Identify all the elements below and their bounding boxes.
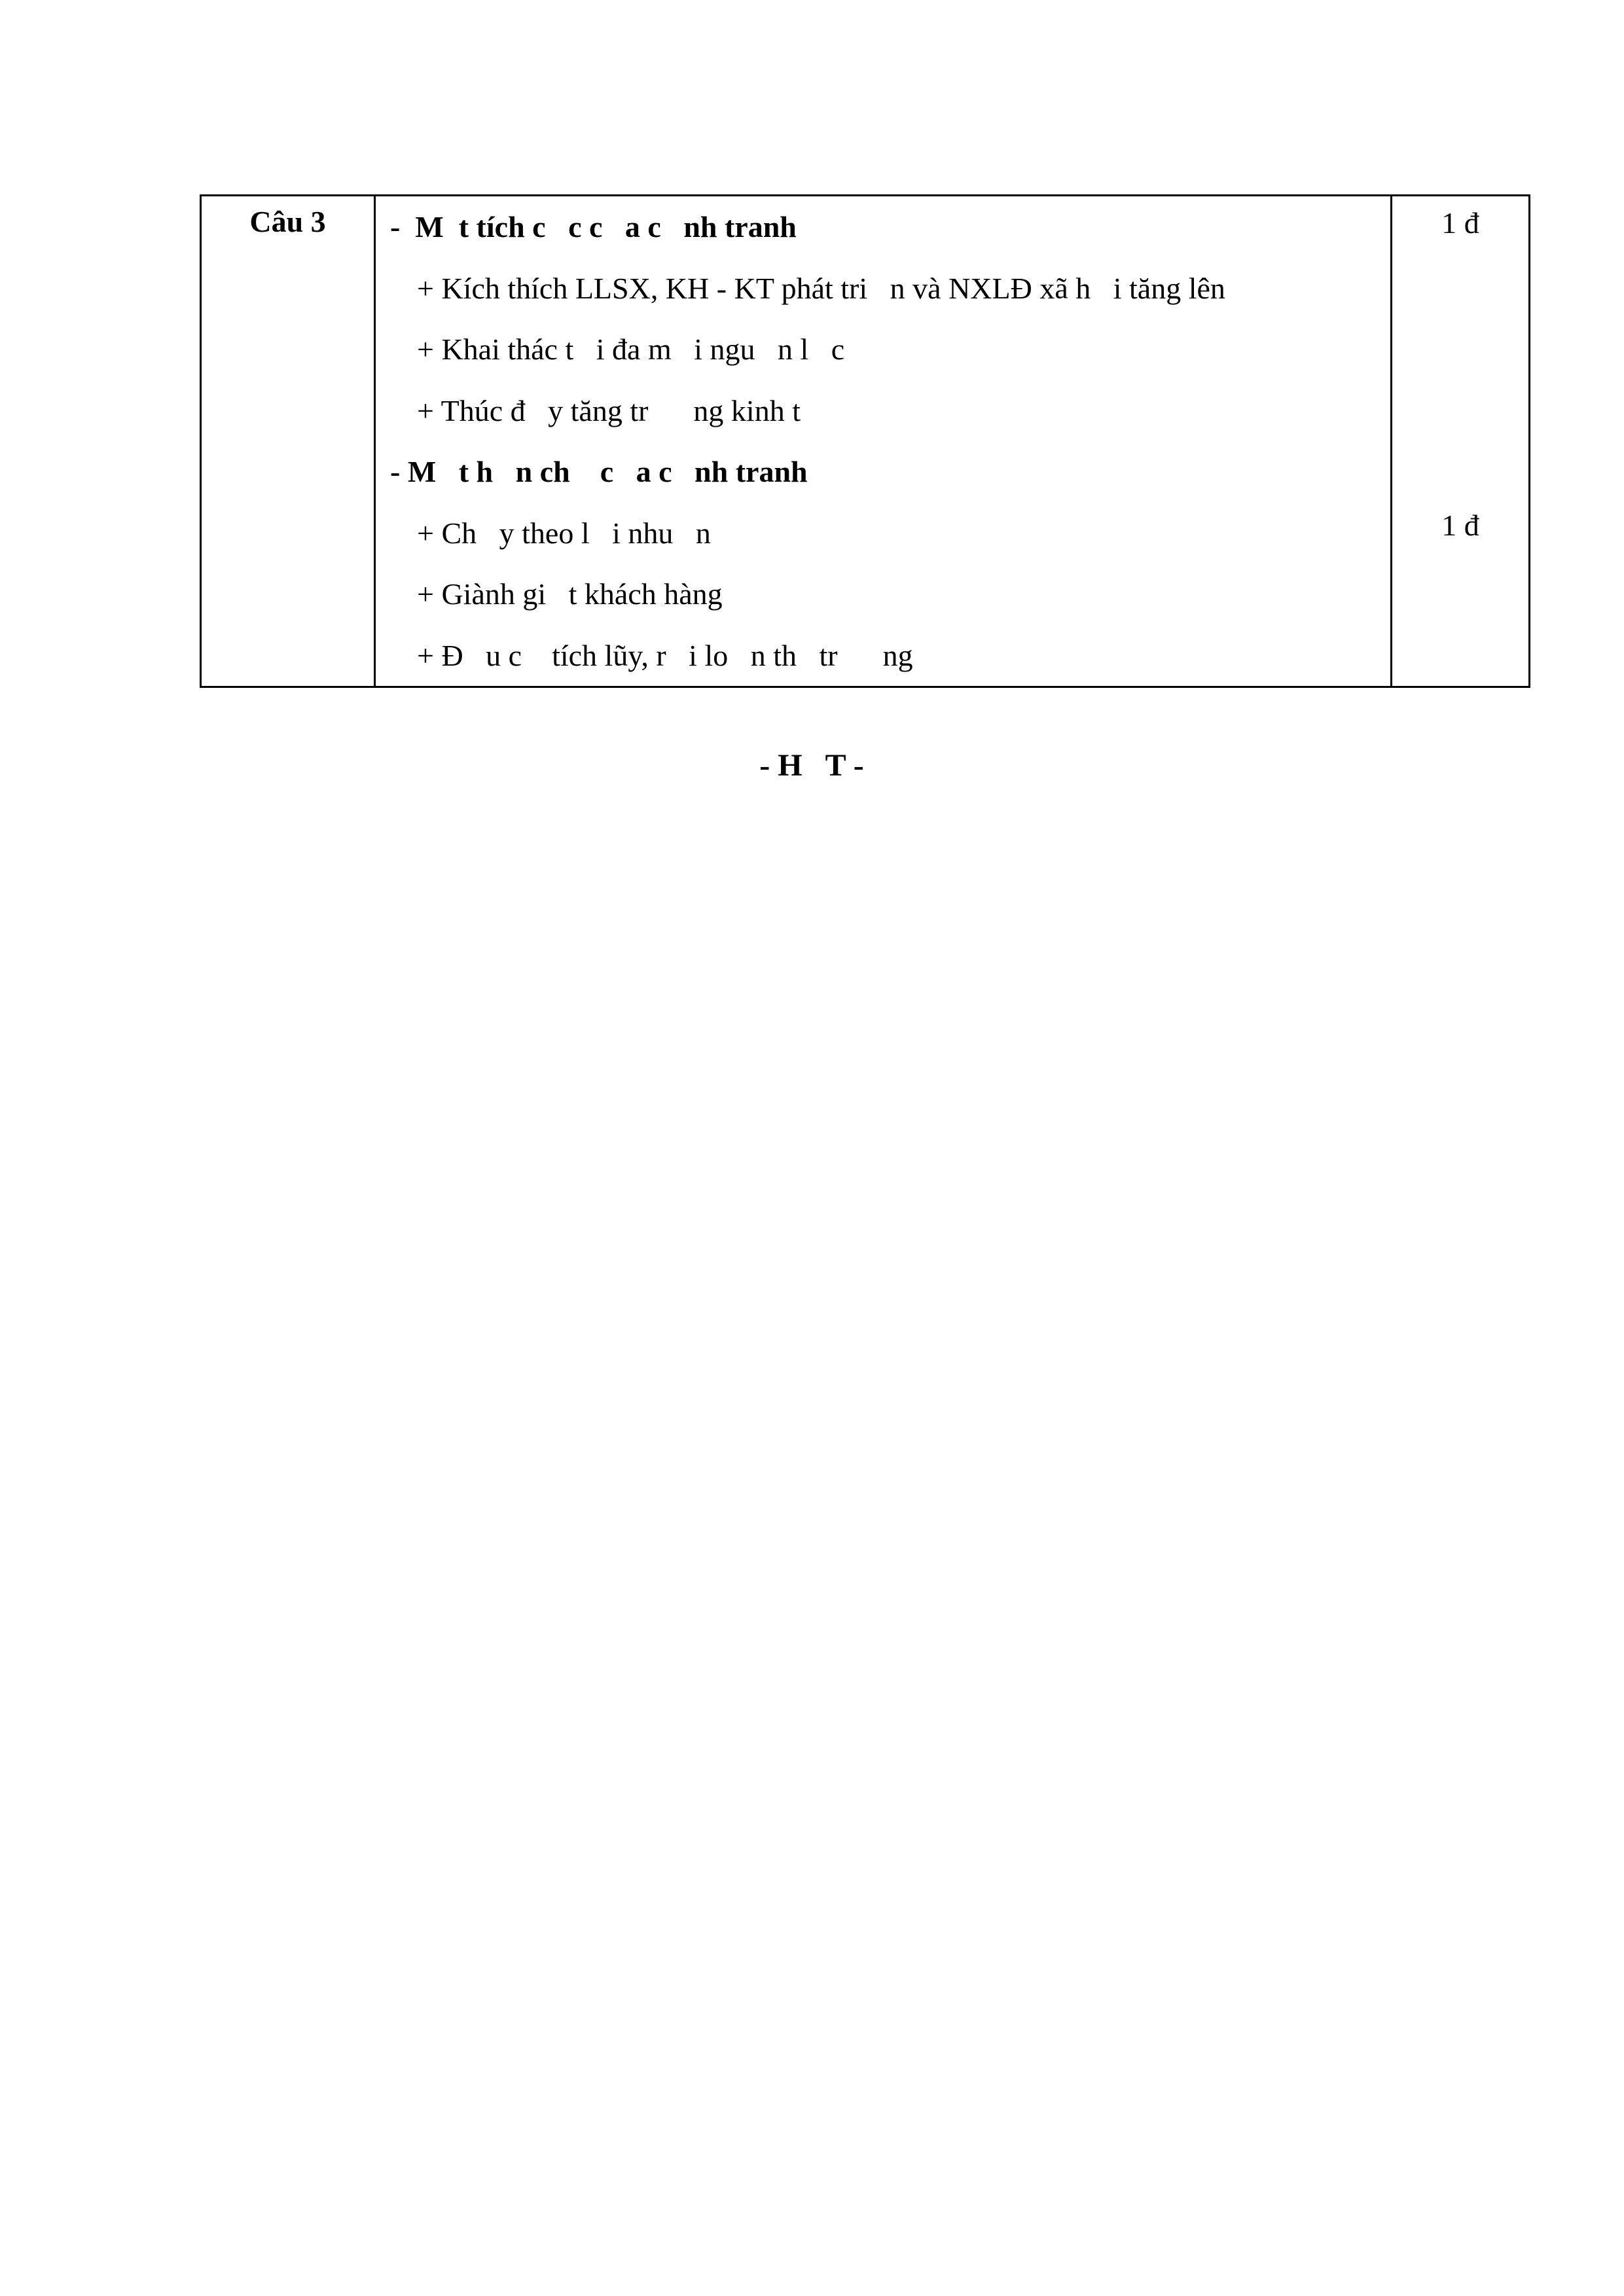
list-item: + Giành gi t khách hàng (417, 577, 723, 611)
list-item: + Đ u c tích lũy, r i lo n th tr ng (417, 638, 913, 672)
score-value: 1 đ (1441, 206, 1479, 240)
list-item: + Thúc đ y tăng tr ng kinh t (417, 393, 801, 427)
list-item: + Khai thác t i đa m i ngu n l c (417, 332, 845, 366)
score-cell (1392, 196, 1530, 687)
list-item: + Kích thích LLSX, KH - KT phát tri n và NXLĐ xã h i tăng lên (417, 271, 1225, 305)
answer-table (200, 194, 1530, 688)
question-cell (201, 196, 375, 687)
question-label: Câu 3 (249, 205, 326, 238)
positive-heading: - M t tích c c c a c nh tranh (390, 210, 797, 243)
score-value: 1 đ (1441, 509, 1479, 542)
negative-heading: - M t h n ch c a c nh tranh (390, 455, 808, 488)
end-mark: - H T - (759, 748, 864, 783)
list-item: + Ch y theo l i nhu n (417, 516, 711, 550)
content-cell (375, 196, 1392, 687)
table-row (201, 196, 1530, 687)
